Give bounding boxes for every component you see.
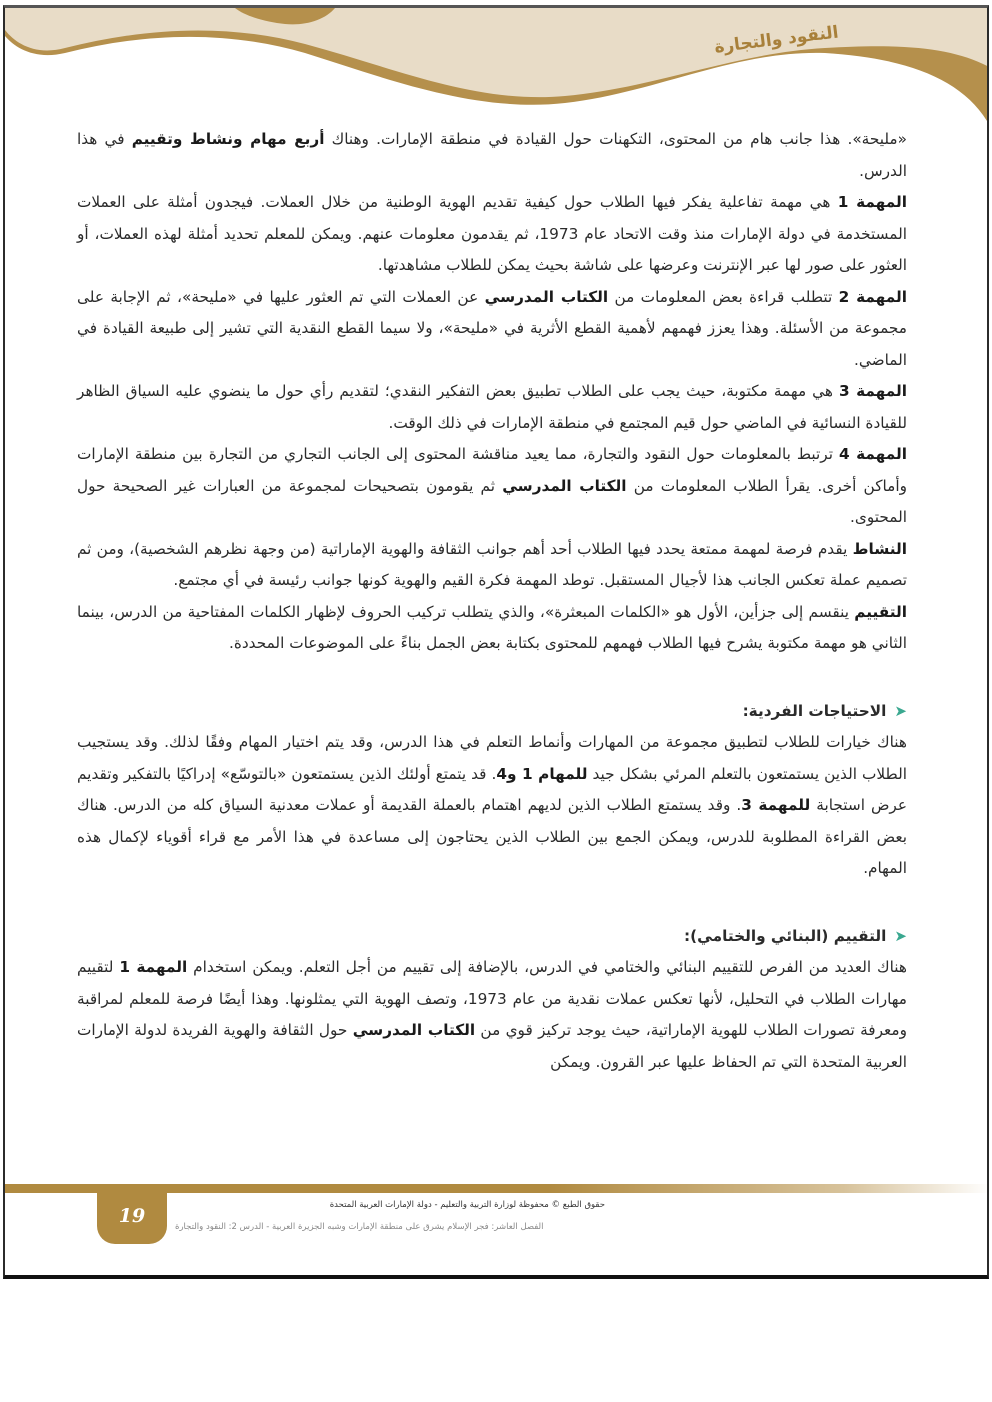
task2-label: المهمة 2 (838, 287, 907, 306)
header-wave-decoration (5, 8, 989, 128)
task3-paragraph: المهمة 3 هي مهمة مكتوبة، حيث يجب على الطلاب تطبيق بعض التفكير النقدي؛ لتقديم رأي حول ما ينضوي عليه السياق الظاهر للقيادة النسائية في الماضي حول قيم المجتمع في منطقة الإمارات في ذلك الوقت. (77, 382, 908, 432)
task1-paragraph: المهمة 1 هي مهمة تفاعلية يفكر فيها الطلاب حول كيفية تقديم الهوية الوطنية من خلال العملات. فيجدون أمثلة على العملات المستخدمة في دولة الإمارات منذ وقت الاتحاد عام 1973، ثم يقدمون معلومات عنهم. ويمكن للمعلم تحديد أمثلة لهذه العملات، أو العثور على صور لها عبر الإنترنت وعرضها على شاشة بحيث يمكن للطلاب مشاهدتها. (77, 193, 907, 274)
task2-paragraph: المهمة 2 تتطلب قراءة بعض المعلومات من الكتاب المدرسي عن العملات التي تم العثور عليها في «مليحة»، ثم الإجابة على مجموعة من الأسئلة. وهذا يعزز فهمهم لأهمية القطع الأثرية في «مليحة»، ولا سيما القطع النقدية التي تشير إلى طبيعة القيادة في الماضي. (77, 287, 907, 369)
task4-paragraph: المهمة 4 ترتبط بالمعلومات حول النقود والتجارة، مما يعيد مناقشة المحتوى إلى الجانب التجاري من التجارة بين منطقة الإمارات وأماكن أخرى. يقرأ الطلاب المعلومات من الكتاب المدرسي ثم يقومون بتصحيحات لمجموعة من العبارات غير الصحيحة حول المحتوى. (77, 445, 907, 526)
evaluation-paragraph: هناك العديد من الفرص للتقييم البنائي والختامي في الدرس، بالإضافة إلى تقييم من أجل التعلم. ويمكن استخدام المهمة 1 لتقييم مهارات الطلاب في التحليل، لأنها تعكس عملات نقدية من عام 1973، وتصف الهوية التي يمثلونها. وهذا أيضًا فرصة للمعلم لمراقبة ومعرفة تصورات الطلاب للهوية الإماراتية، حيث يوجد تركيز قوي من الكتاب المدرسي حول الثقافة والهوية الفريدة لدولة الإمارات العربية المتحدة التي تم الحفاظ عليها عبر القرون. ويمكن (77, 958, 907, 1071)
task4-label: المهمة 4 (838, 445, 907, 463)
page-number: 19 (97, 1188, 167, 1244)
lesson-content (77, 124, 907, 1078)
chapter-breadcrumb: الفصل العاشر: فجر الإسلام يشرق على منطقة الإمارات وشبه الجزيرة العربية - الدرس 2: النقود والتجارة (175, 1222, 544, 1232)
textbook-page (3, 5, 989, 1279)
bullet-arrow-icon: ➤ (894, 701, 907, 720)
activity-paragraph: النشاط يقدم فرصة لمهمة ممتعة يحدد فيها الطلاب أحد أهم جوانب الثقافة والهوية الإماراتية (من وجهة نظرهم الشخصية)، ومن ثم تصميم عملة تعكس الجانب هذا لأجيال المستقبل. توطد المهمة فكرة القيم والهوية كونها جوانب رئيسة في أي مجتمع. (77, 539, 907, 589)
individual-needs-heading: ➤ الاحتياجات الفردية: (77, 696, 907, 728)
activity-label: النشاط (852, 539, 907, 558)
task3-label: المهمة 3 (839, 382, 908, 400)
bullet-arrow-icon: ➤ (894, 926, 907, 945)
assessment-paragraph: التقييم ينقسم إلى جزأين، الأول هو «الكلمات المبعثرة»، والذي يتطلب تركيب الحروف لإظهار الكلمات المفتاحية من الدرس، بينما الثاني هو مهمة مكتوبة يشرح فيها الطلاب فهمهم للمحتوى بكتابة بعض الجمل بناءً على الموضوعات المحددة. (77, 602, 907, 652)
chapter-title: النقود والتجارة (713, 22, 840, 58)
task1-label: المهمة 1 (837, 193, 907, 211)
intro-paragraph: «مليحة». هذا جانب هام من المحتوى، التكهنات حول القيادة في منطقة الإمارات. وهناك أربع مهام ونشاط وتقييم في هذا الدرس. (77, 130, 907, 180)
assessment-label: التقييم (854, 602, 907, 621)
copyright-notice: حقوق الطبع © محفوظة لوزارة التربية والتعليم - دولة الإمارات العربية المتحدة (329, 1200, 605, 1210)
individual-needs-paragraph: هناك خيارات للطلاب لتطبيق مجموعة من المهارات وأنماط التعلم في هذا الدرس، وقد يتم اختيار المهام وفقًا لذلك. وقد يستجيب الطلاب الذين يستمتعون بالتعلم المرئي بشكل جيد للمهام 1 و4. قد يتمتع أولئك الذين يستمتعون «بالتوسّع» إدراكيًا بالتفكير وتقديم عرض استجابة للمهمة 3. وقد يستمتع الطلاب الذين لديهم اهتمام بالعملة القديمة أو عملات معدنية السياق كله من الدرس. هناك بعض القراءة المطلوبة للدرس، ويمكن الجمع بين الطلاب الذين يحتاجون إلى مساعدة في هذا الأمر مع قراء أقوياء لإكمال هذه المهام. (77, 733, 908, 877)
evaluation-heading: ➤ التقييم (البنائي والختامي): (77, 921, 907, 953)
